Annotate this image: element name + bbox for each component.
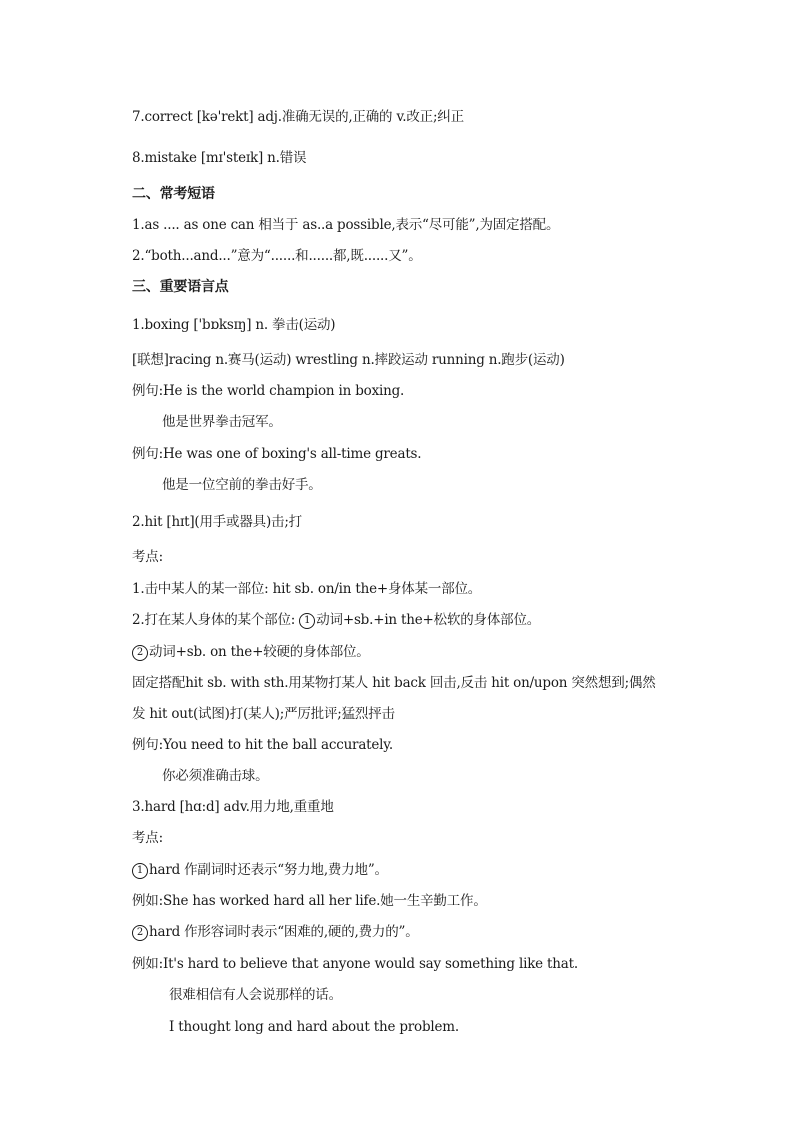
example-sentence: 例句:He was one of boxing's all-time greats. (132, 446, 422, 462)
fixed-collocations: 固定搭配hit sb. with sth.用某物打某人 hit back 回击,反击 hit on/upon 突然想到;偶然 (132, 675, 656, 691)
point-hit: 2.hit [hɪt](用手或器具)击;打 (132, 514, 302, 530)
hit-usage-1: 1.击中某人的某一部位: hit sb. on/in the+身体某一部位。 (132, 581, 482, 597)
hard-usage-1: 1 hard 作副词时还表示“努力地,费力地”。 (132, 861, 388, 879)
example-translation: 他是世界拳击冠军。 (162, 414, 282, 430)
phrase-both-and: 2.“both...and...”意为“......和......都,既......又”。 (132, 248, 422, 264)
circled-number-2: 2 (132, 925, 148, 941)
exam-points-label: 考点: (132, 549, 163, 565)
example-translation: 你必须准确击球。 (162, 768, 269, 784)
example-translation: 很难相信有人会说那样的话。 (169, 987, 342, 1003)
vocab-mistake: 8.mistake [mɪ'steɪk] n.错误 (132, 150, 307, 166)
example-sentence: 例句:He is the world champion in boxing. (132, 383, 405, 399)
hit-usage-2: 2.打在某人身体的某个部位: 1 动词+sb.+in the+松软的身体部位。 (132, 612, 541, 628)
fixed-collocations-cont: 发 hit out(试图)打(某人);严厉批评;猛烈抨击 (132, 706, 395, 722)
circled-number-1: 1 (132, 863, 148, 879)
hit-usage-2b: 2 动词+sb. on the+较硬的身体部位。 (132, 643, 370, 661)
hard-usage-2: 2 hard 作形容词时表示“困难的,硬的,费力的”。 (132, 923, 419, 941)
example-sentence: I thought long and hard about the problem. (169, 1019, 459, 1035)
circled-number-2: 2 (132, 645, 148, 661)
example-sentence: 例句:You need to hit the ball accurately. (132, 737, 394, 753)
circled-number-1: 1 (299, 613, 315, 629)
vocab-correct: 7.correct [kə'rekt] adj.准确无误的,正确的 v.改正;纠正 (132, 109, 464, 125)
exam-points-label: 考点: (132, 830, 163, 846)
section-heading-phrases: 二、常考短语 (132, 186, 215, 202)
section-heading-key-points: 三、重要语言点 (132, 279, 229, 295)
example-sentence: 例如:It's hard to believe that anyone would say something like that. (132, 956, 578, 972)
phrase-as-as-one-can: 1.as .... as one can 相当于 as..a possible,表示“尽可能”,为固定搭配。 (132, 217, 560, 233)
point-boxing: 1.boxing ['bɒksɪŋ] n. 拳击(运动) (132, 317, 336, 333)
point-hard: 3.hard [hɑ:d] adv.用力地,重重地 (132, 799, 334, 815)
example-sentence: 例如:She has worked hard all her life.她一生辛勤工作。 (132, 893, 487, 909)
related-words: [联想]racing n.赛马(运动) wrestling n.摔跤运动 running n.跑步(运动) (132, 352, 565, 368)
example-translation: 他是一位空前的拳击好手。 (162, 477, 322, 493)
